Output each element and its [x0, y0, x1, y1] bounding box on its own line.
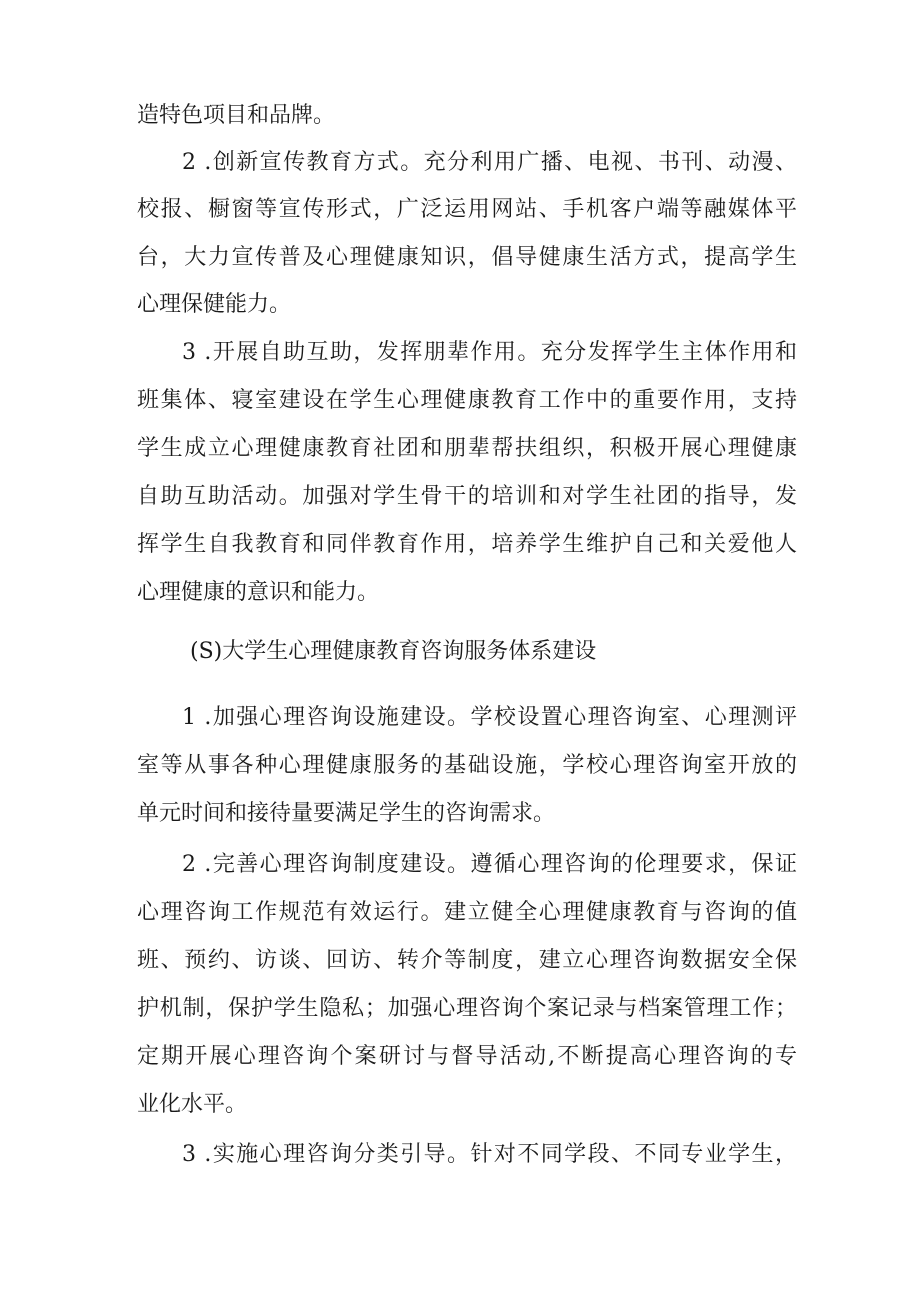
paragraph-line: 造特色项目和品牌。	[137, 103, 336, 128]
paragraph-line: 校报、橱窗等宣传形式，广泛运用网站、手机客户端等融媒体平	[137, 197, 797, 222]
paragraph-line: 2 .完善心理咨询制度建设。遵循心理咨询的伦理要求，保证	[182, 852, 797, 877]
paragraph-line: 单元时间和接待量要满足学生的咨询需求。	[137, 801, 556, 826]
section-heading: (S)大学生心理健康教育咨询服务体系建设	[190, 639, 597, 664]
paragraph-line: 台，大力宣传普及心理健康知识，倡导健康生活方式，提高学生	[137, 245, 797, 270]
paragraph-line: 心理保健能力。	[137, 292, 292, 317]
paragraph-line: 护机制，保护学生隐私；加强心理咨询个案记录与档案管理工作；	[137, 996, 797, 1021]
paragraph-line: 室等从事各种心理健康服务的基础设施，学校心理咨询室开放的	[137, 753, 797, 778]
paragraph-line: 1 .加强心理咨询设施建设。学校设置心理咨询室、心理测评	[182, 705, 797, 730]
paragraph-line: 挥学生自我教育和同伴教育作用，培养学生维护自己和关爱他人	[137, 532, 797, 557]
paragraph-line: 业化水平。	[137, 1092, 248, 1117]
paragraph-line: 心理健康的意识和能力。	[137, 580, 380, 605]
paragraph-line: 班、预约、访谈、回访、转介等制度，建立心理咨询数据安全保	[137, 948, 797, 973]
paragraph-line: 班集体、寝室建设在学生心理健康教育工作中的重要作用，支持	[137, 388, 797, 413]
paragraph-line: 自助互助活动。加强对学生骨干的培训和对学生社团的指导，发	[137, 484, 797, 509]
paragraph-line: 定期开展心理咨询个案研讨与督导活动,不断提高心理咨询的专	[137, 1044, 797, 1069]
paragraph-line: 心理咨询工作规范有效运行。建立健全心理健康教育与咨询的值	[137, 900, 797, 925]
paragraph-line: 3 .实施心理咨询分类引导。针对不同学段、不同专业学生，	[182, 1142, 797, 1167]
paragraph-line: 学生成立心理健康教育社团和朋辈帮扶组织，积极开展心理健康	[137, 436, 797, 461]
paragraph-line: 2 .创新宣传教育方式。充分利用广播、电视、书刊、动漫、	[182, 150, 797, 175]
paragraph-line: 3 .开展自助互助，发挥朋辈作用。充分发挥学生主体作用和	[182, 340, 797, 365]
